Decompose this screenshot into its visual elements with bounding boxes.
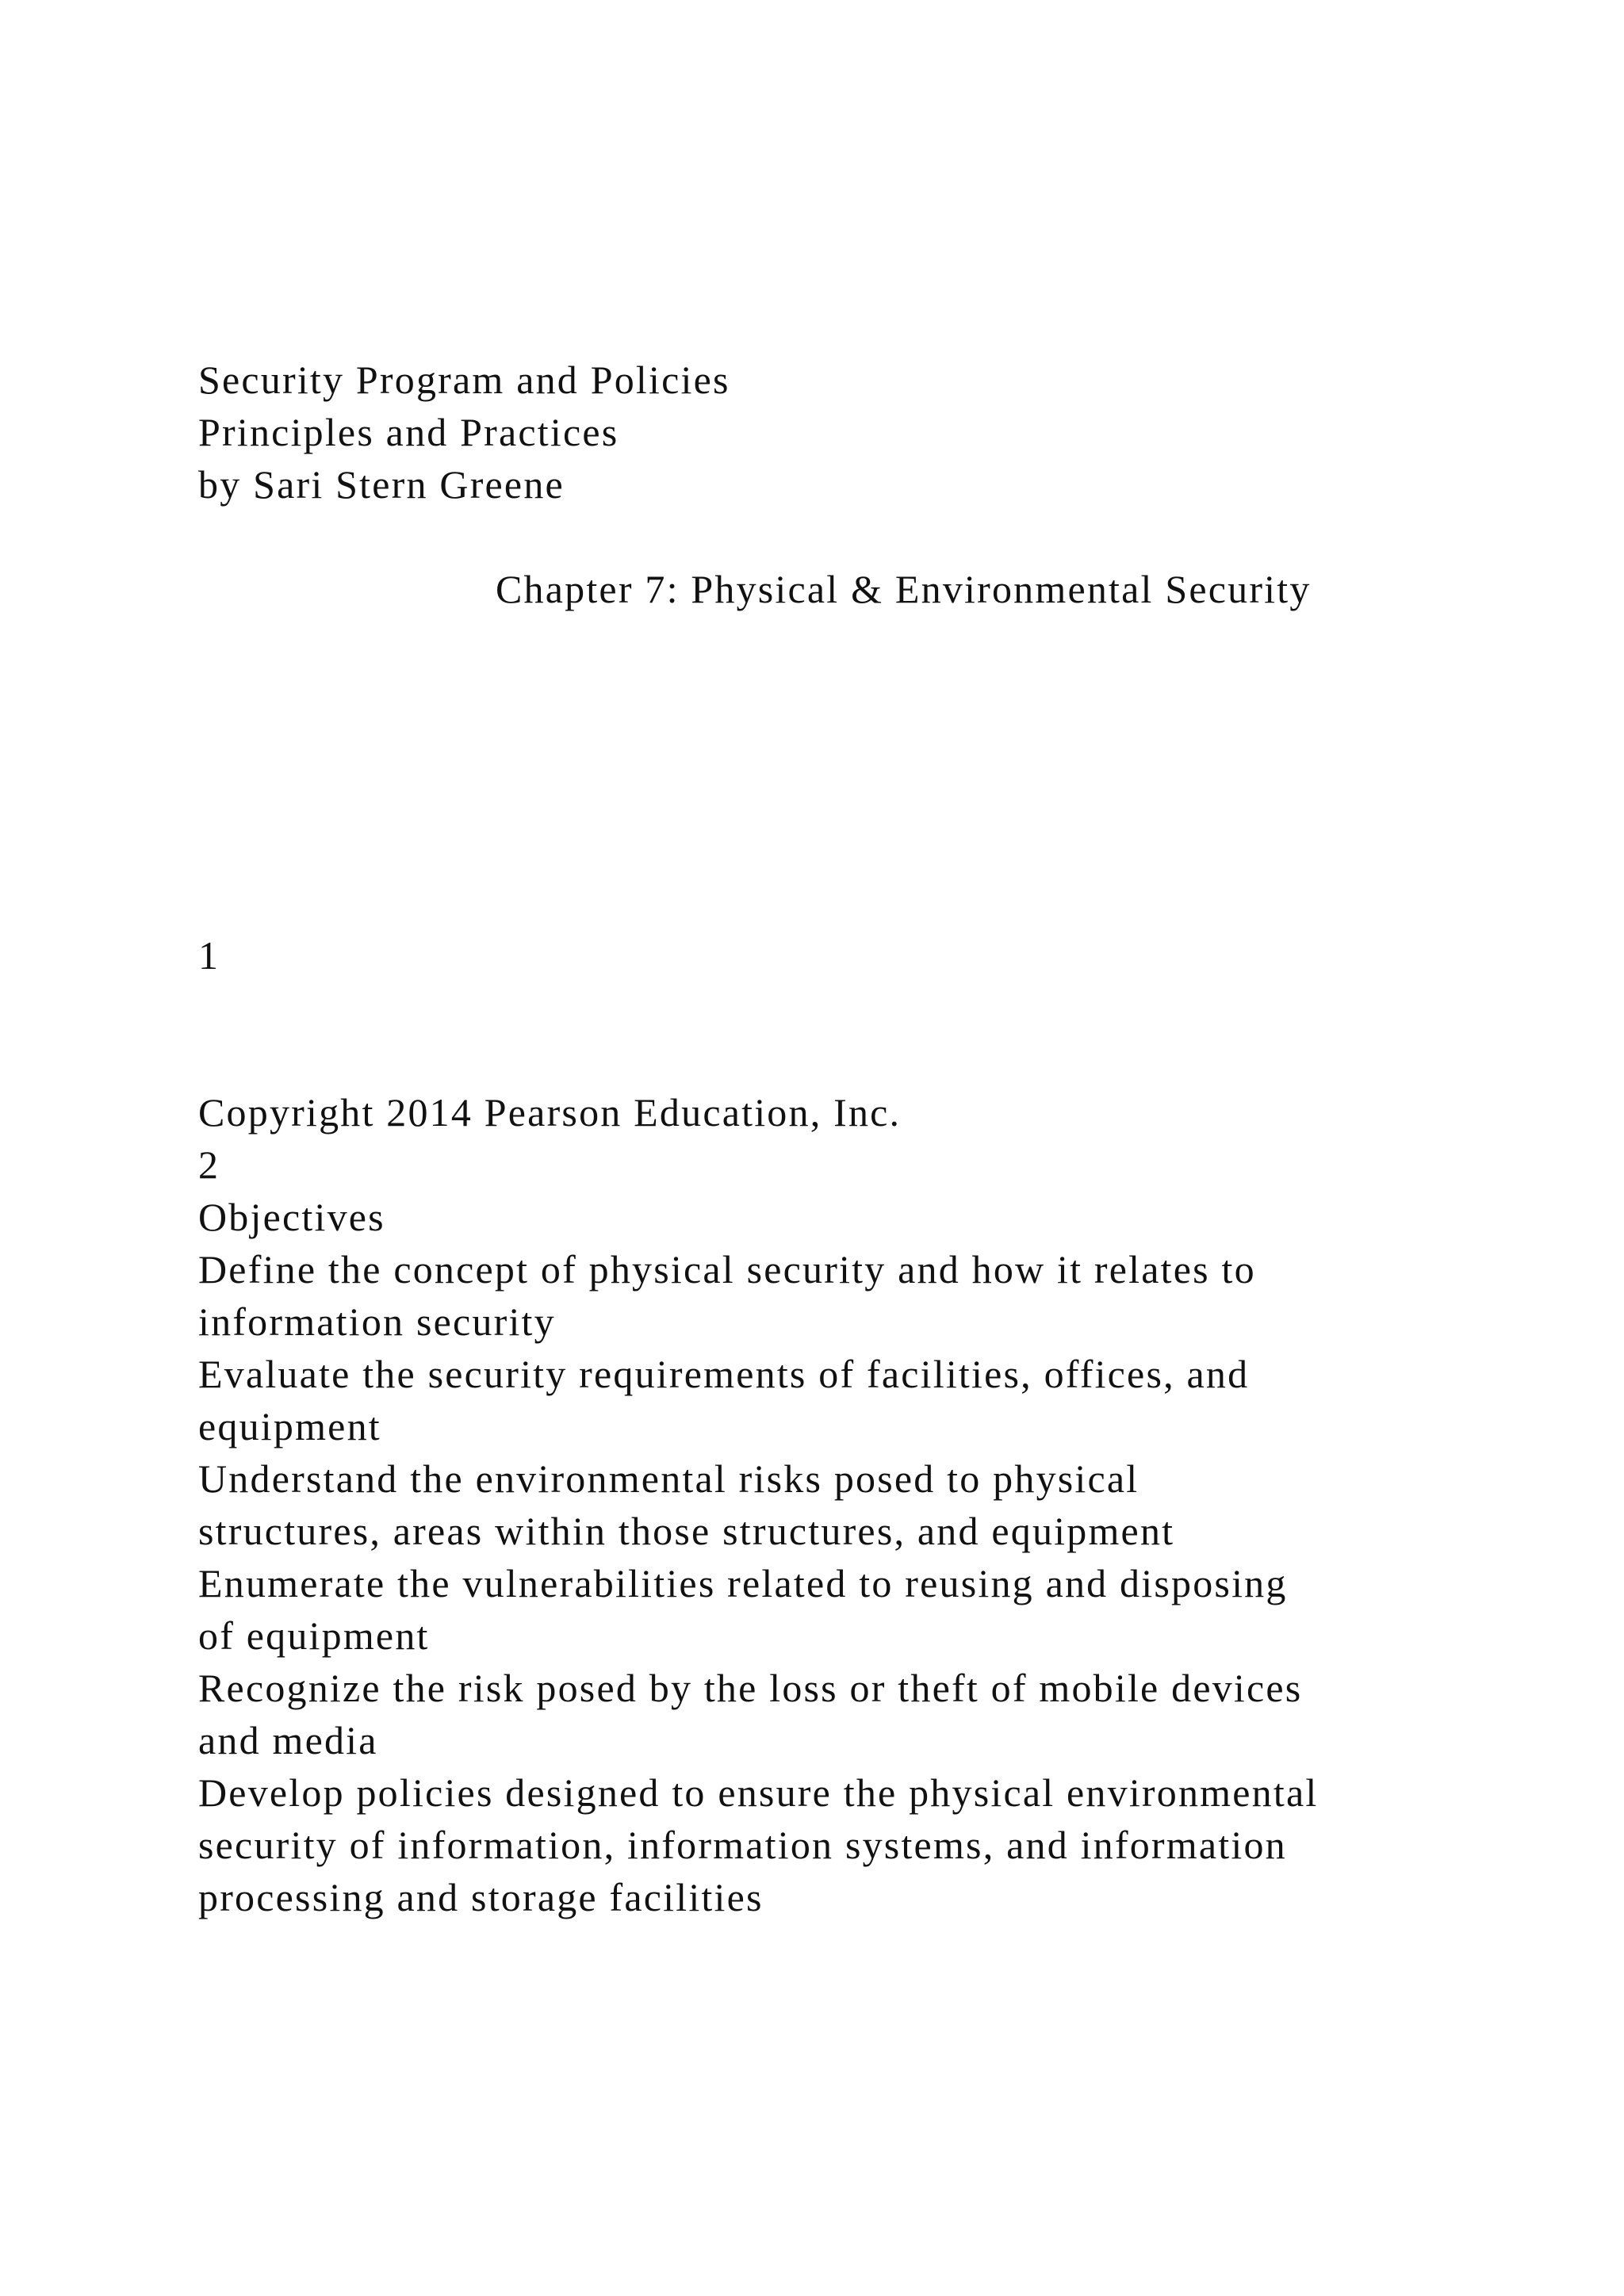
copyright-line: Copyright 2014 Pearson Education, Inc.: [198, 1090, 902, 1135]
objective-line: equipment: [198, 1404, 381, 1448]
page-number-1: 1: [198, 933, 220, 978]
book-subtitle: Principles and Practices: [198, 410, 619, 454]
objective-line: Define the concept of physical security and how it relates to: [198, 1247, 1256, 1292]
objective-line: processing and storage facilities: [198, 1875, 764, 1919]
page-number-2: 2: [198, 1142, 220, 1187]
objective-line: and media: [198, 1718, 378, 1762]
objective-line: of equipment: [198, 1613, 430, 1658]
objective-line: Understand the environmental risks posed to physical: [198, 1456, 1139, 1501]
objective-line: Recognize the risk posed by the loss or theft of mobile devices: [198, 1666, 1303, 1710]
chapter-heading: Chapter 7: Physical & Environmental Security: [496, 567, 1312, 611]
book-author: by Sari Stern Greene: [198, 462, 565, 507]
objective-line: structures, areas within those structures, and equipment: [198, 1509, 1175, 1553]
objective-line: information security: [198, 1299, 556, 1344]
book-title: Security Program and Policies: [198, 358, 730, 402]
objective-line: Develop policies designed to ensure the physical environmental: [198, 1770, 1319, 1815]
objective-line: Evaluate the security requirements of facilities, offices, and: [198, 1352, 1250, 1396]
objective-line: Enumerate the vulnerabilities related to reusing and disposing: [198, 1561, 1288, 1605]
objectives-heading: Objectives: [198, 1195, 385, 1239]
objective-line: security of information, information systems, and information: [198, 1823, 1287, 1867]
